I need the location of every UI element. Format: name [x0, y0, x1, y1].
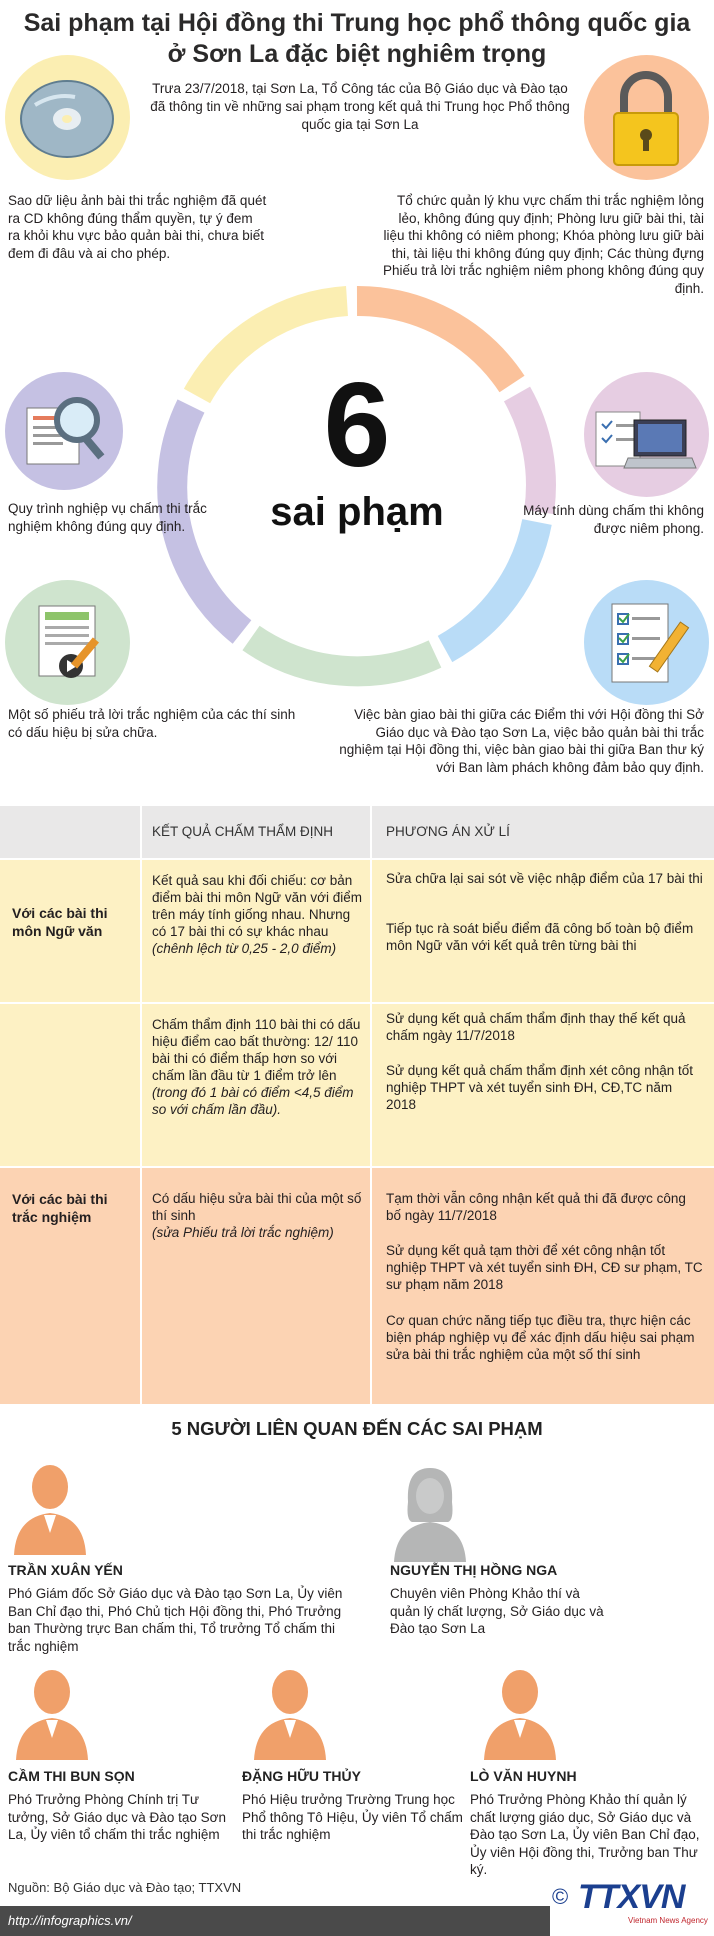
- table-header: [0, 806, 714, 858]
- person-name: NGUYỄN THỊ HỒNG NGA: [390, 1562, 558, 1578]
- table-row: [0, 860, 714, 1002]
- copyright-icon: ©: [552, 1884, 569, 1909]
- person-female-icon: [390, 1462, 470, 1562]
- violation-3: Quy trình nghiệp vụ chấm thi trắc nghiệm không đúng quy định.: [8, 501, 207, 534]
- person-name: TRẦN XUÂN YẾN: [8, 1562, 123, 1578]
- person-male-icon: [10, 1455, 90, 1555]
- table-row: [0, 1168, 714, 1404]
- person-male-icon: [480, 1660, 560, 1760]
- person-name: CẦM THI BUN SỌN: [8, 1768, 135, 1784]
- table-cell-note: (chênh lệch từ 0,25 - 2,0 điểm): [152, 941, 337, 956]
- violation-2: Tổ chức quản lý khu vực chấm thi trắc nghiệm lỏng lẻo, không đúng quy định; Phòng lưu giữ bài thi, tài liệu thi không có niêm phong; Khóa phòng lưu giữ bài thi, tài liệu thi không đúng quy định; Các thùng đựng Phiếu trả lời trắc nghiệm niêm phong không đúng quy định.: [382, 193, 704, 296]
- logo-subtitle: Vietnam News Agency: [628, 1916, 708, 1925]
- table-cell: Sử dụng kết quả chấm thẩm định thay thế kết quả chấm ngày 11/7/2018: [386, 1011, 686, 1043]
- table-cell: Sử dụng kết quả chấm thẩm định xét công nhận tốt nghiệp THPT và xét tuyển sinh ĐH, CĐ,TC năm 2018: [386, 1063, 693, 1112]
- row-label-trac-nghiem: Với các bài thi trắc nghiệm: [12, 1191, 108, 1225]
- table-header-action: PHƯƠNG ÁN XỬ LÍ: [386, 824, 510, 839]
- ring-segment-green: [251, 638, 435, 671]
- people-section-title: 5 NGƯỜI LIÊN QUAN ĐẾN CÁC SAI PHẠM: [171, 1418, 543, 1439]
- source-note: Nguồn: Bộ Giáo dục và Đào tạo; TTXVN: [8, 1880, 242, 1895]
- table-cell-note: (trong đó 1 bài có điểm <4,5 điểm so với chấm lần đầu).: [152, 1085, 354, 1117]
- person-desc: Chuyên viên Phòng Khảo thí và quản lý chất lượng, Sở Giáo dục và Đào tạo Sơn La: [390, 1586, 604, 1636]
- table-cell: Chấm thẩm định 110 bài thi có dấu hiệu điểm cao bất thường: 12/ 110 bài thi có điểm thấp hơn so với chấm lần đầu từ 1 điểm trở lên (trong đó 1 bài có điểm <4,5 điểm so với chấm lần đầu).: [152, 1017, 361, 1117]
- violation-count: 6: [323, 358, 391, 492]
- violation-4: Máy tính dùng chấm thi không được niêm phong.: [523, 503, 704, 536]
- person-desc: Phó Hiệu trưởng Trường Trung học Phổ thông Tô Hiệu, Ủy viên Tổ chấm thi trắc nghiệm: [242, 1792, 463, 1842]
- table-header-result: KẾT QUẢ CHẤM THẨM ĐỊNH: [152, 824, 334, 839]
- table-cell: Có dấu hiệu sửa bài thi của một số thí sinh (sửa Phiếu trả lời trắc nghiệm): [152, 1191, 362, 1240]
- divider: [140, 806, 142, 858]
- table-cell: Kết quả sau khi đối chiếu: cơ bản điểm bài thi môn Ngữ văn với điểm trên máy tính giống nhau. Nhưng có 17 bài thi có sự khác nhau (chênh lệch từ 0,25 - 2,0 điểm): [152, 873, 362, 956]
- violation-5: Một số phiếu trả lời trắc nghiệm của các thí sinh có dấu hiệu bị sửa chữa.: [8, 707, 296, 740]
- person-name: LÒ VĂN HUYNH: [470, 1768, 577, 1784]
- lock-icon: [584, 55, 709, 180]
- violation-6: Việc bàn giao bài thi giữa các Điểm thi với Hội đồng thi Sở Giáo dục và Đào tạo Sơn La, việc bảo quản bài thi trắc nghiệm tại Hội đồng thi, việc bàn giao bài thi giữa Ban thư ký với Ban làm phách không đảm bảo quy định.: [339, 707, 704, 775]
- table-cell: Cơ quan chức năng tiếp tục điều tra, thực hiện các biện pháp nghiệp vụ để xác định dấu hiệu sai phạm sửa bài thi trắc nghiệm của một số thí sinh: [386, 1313, 695, 1362]
- laptop-icon: [584, 372, 709, 497]
- violation-count-label: sai phạm: [270, 490, 444, 534]
- person-male-icon: [250, 1660, 330, 1760]
- table-cell: Tiếp tục rà soát biểu điểm đã công bố toàn bộ điểm môn Ngữ văn với kết quả trên từng bài thi: [386, 921, 694, 953]
- row-label-ngu-van: Với các bài thi môn Ngữ văn: [12, 905, 108, 939]
- violation-1: Sao dữ liệu ảnh bài thi trắc nghiệm đã quét ra CD không đúng thẩm quyền, tự ý đem ra khỏi khu vực bảo quản bài thi, chưa biết đem đi đâu và ai cho phép.: [8, 193, 267, 261]
- table-cell: Sửa chữa lại sai sót về việc nhập điểm của 17 bài thi: [386, 871, 703, 886]
- answer-sheet-icon: [5, 580, 130, 705]
- person-desc: Phó Giám đốc Sở Giáo dục và Đào tạo Sơn La, Ủy viên Ban Chỉ đạo thi, Phó Chủ tịch Hội đồng thi, Phó Trưởng ban Thường trực Ban chấm thi, Tổ trưởng Tổ chấm thi trắc nghiệm: [8, 1586, 343, 1654]
- page-title: Sai phạm tại Hội đồng thi Trung học phổ thông quốc gia ở Sơn La đặc biệt nghiêm trọng: [23, 9, 691, 68]
- table-cell: Sử dụng kết quả tạm thời để xét công nhận tốt nghiệp THPT và xét tuyển sinh ĐH, CĐ sư phạm, TC sư phạm năm 2018: [386, 1243, 703, 1292]
- person-name: ĐẶNG HỮU THỦY: [242, 1768, 361, 1784]
- magnifier-document-icon: [5, 372, 123, 490]
- person-male-icon: [12, 1660, 92, 1760]
- intro-text: Trưa 23/7/2018, tại Sơn La, Tổ Công tác của Bộ Giáo dục và Đào tạo đã thông tin về những sai phạm trong kết quả thi Trung học Phổ thông quốc gia tại Sơn La: [150, 81, 570, 132]
- ttxvn-logo: TTXVN: [578, 1878, 685, 1916]
- logo-block: [550, 1872, 714, 1936]
- person-desc: Phó Trưởng Phòng Chính trị Tư tưởng, Sở Giáo dục và Đào tạo Sơn La, Ủy viên tổ chấm thi trắc nghiệm: [8, 1792, 226, 1842]
- divider: [370, 806, 372, 858]
- person-desc: Phó Trưởng Phòng Khảo thí quản lý chất lượng giáo dục, Sở Giáo dục và Đào tạo Sơn La, Ủy viên Ban Chỉ đạo, Ủy viên Hội đồng thi, Trưởng ban Thư ký.: [470, 1792, 700, 1877]
- checklist-icon: [584, 580, 709, 705]
- table-row: [0, 1004, 714, 1166]
- website-link[interactable]: http://infographics.vn/: [8, 1913, 132, 1928]
- table-cell-note: (sửa Phiếu trả lời trắc nghiệm): [152, 1225, 334, 1240]
- ring-segment-blue: [445, 522, 537, 649]
- cd-icon: [5, 55, 130, 180]
- table-cell: Tạm thời vẫn công nhận kết quả thi đã được công bố ngày 11/7/2018: [386, 1191, 686, 1223]
